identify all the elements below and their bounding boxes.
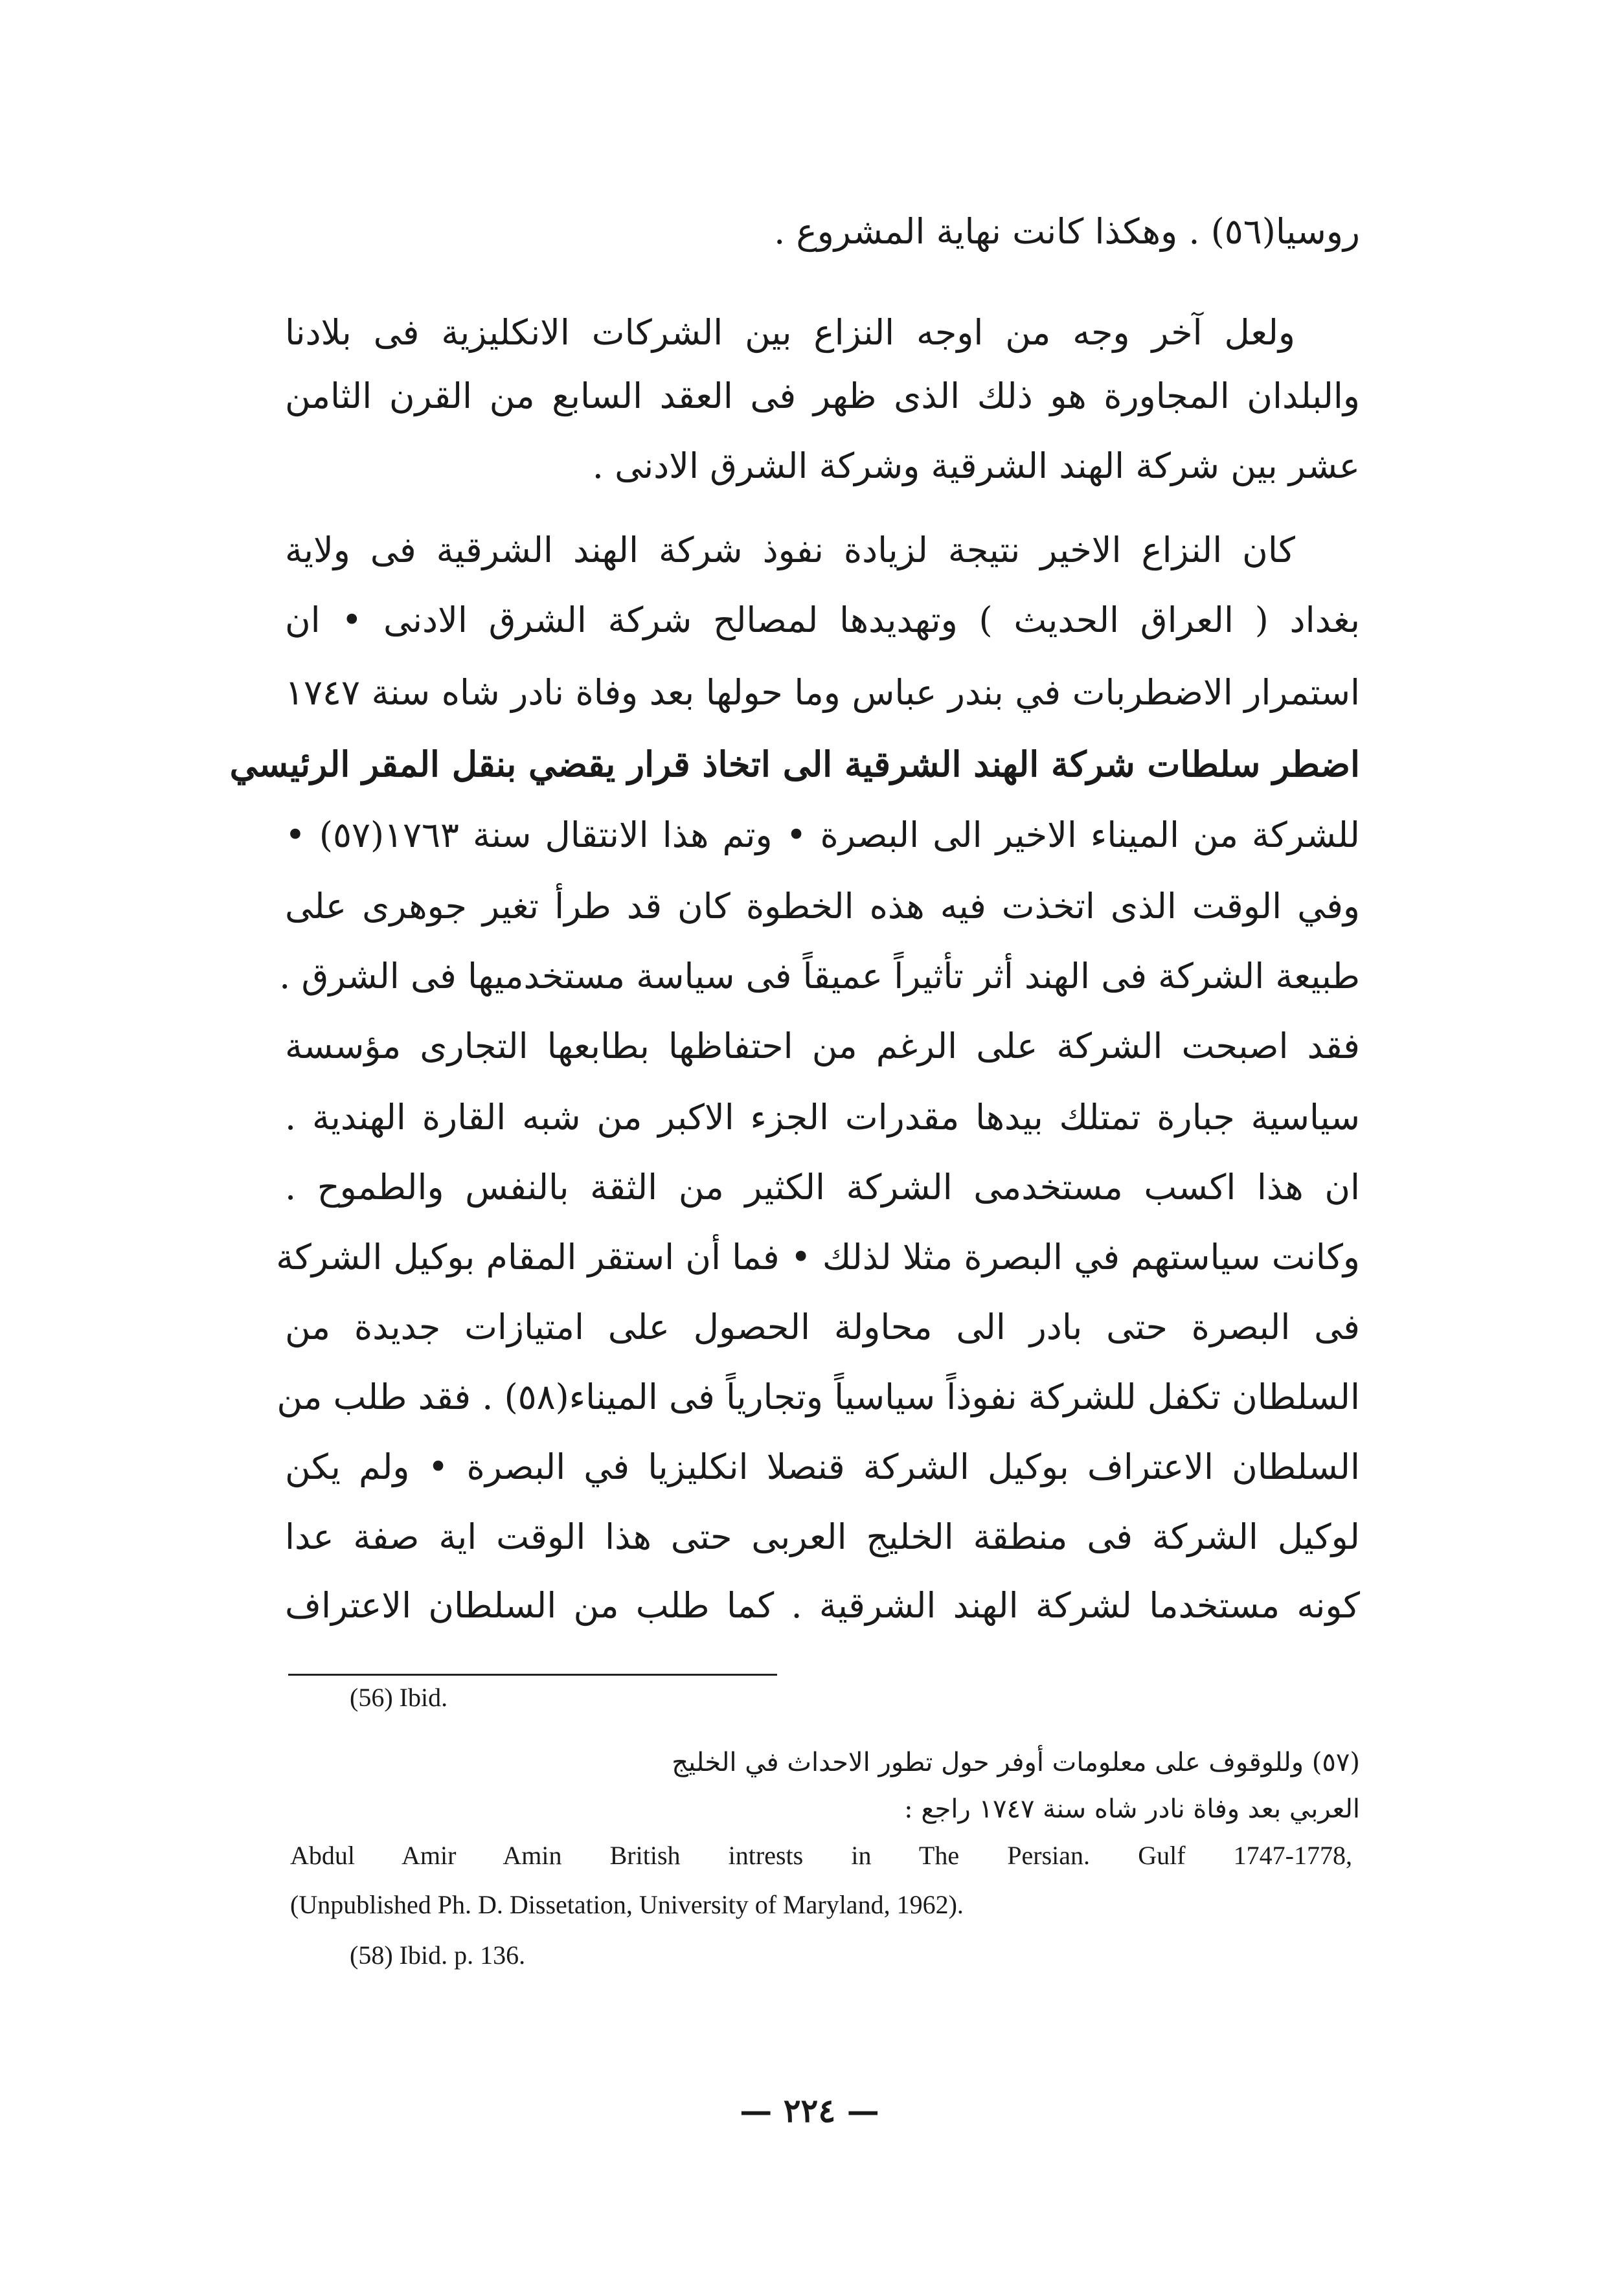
body-line-14: ان هذا اكسب مستخدمى الشركة الكثير من الثقة بالنفس والطموح . [285, 1167, 1360, 1208]
body-line-16: فى البصرة حتى بادر الى محاولة الحصول على امتيازات جديدة من [285, 1307, 1360, 1347]
body-line-13: سياسية جبارة تمتلك بيدها مقدرات الجزء الاكبر من شبه القارة الهندية . [285, 1097, 1360, 1138]
body-line-10: وفي الوقت الذى اتخذت فيه هذه الخطوة كان قد طرأ تغير جوهرى على [285, 886, 1360, 927]
body-line-15: وكانت سياستهم في البصرة مثلا لذلك • فما أن استقر المقام بوكيل الشركة [276, 1237, 1360, 1277]
body-line-11: طبيعة الشركة فى الهند أثر تأثيراً عميقاً فى سياسة مستخدميها فى الشرق . [279, 956, 1360, 996]
footnote-separator [288, 1674, 777, 1676]
body-line-6: بغداد ( العراق الحديث ) وتهديدها لمصالح شركة الشرق الادنى • ان [285, 600, 1360, 640]
body-line-4: عشر بين شركة الهند الشرقية وشركة الشرق الادنى . [592, 445, 1360, 486]
footnote-56: (56) Ibid. [350, 1683, 448, 1712]
body-line-5: كان النزاع الاخير نتيجة لزيادة نفوذ شركة الهند الشرقية فى ولاية [285, 530, 1295, 570]
body-line-1: روسيا(٥٦) . وهكذا كانت نهاية المشروع . [774, 211, 1360, 252]
page-number: — ٢٢٤ — [740, 2091, 879, 2130]
body-line-8: اضطر سلطات شركة الهند الشرقية الى اتخاذ قرار يقضي بنقل المقر الرئيسي [229, 743, 1360, 785]
footnote-58: (58) Ibid. p. 136. [350, 1941, 526, 1970]
body-line-20: كونه مستخدما لشركة الهند الشرقية . كما طلب من السلطان الاعتراف [285, 1585, 1360, 1626]
body-line-19: لوكيل الشركة فى منطقة الخليج العربى حتى هذا الوقت اية صفة عدا [285, 1516, 1360, 1557]
footnote-57-arabic-line-1: (٥٧) وللوقوف على معلومات أوفر حول تطور الاحداث في الخليج [672, 1748, 1360, 1777]
body-line-7: استمرار الاضطربات في بندر عباس وما حولها بعد وفاة نادر شاه سنة ١٧٤٧ [285, 672, 1360, 713]
body-line-17: السلطان تكفل للشركة نفوذاً سياسياً وتجارياً فى الميناء(٥٨) . فقد طلب من [277, 1377, 1360, 1417]
body-line-3: والبلدان المجاورة هو ذلك الذى ظهر فى العقد السابع من القرن الثامن [285, 376, 1360, 416]
footnote-57-citation-line-2: (Unpublished Ph. D. Dissetation, University of Maryland, 1962). [290, 1890, 964, 1919]
body-line-12: فقد اصبحت الشركة على الرغم من احتفاظها بطابعها التجارى مؤسسة [285, 1026, 1360, 1066]
body-line-18: السلطان الاعتراف بوكيل الشركة قنصلا انكليزيا في البصرة • ولم يكن [285, 1446, 1360, 1487]
body-line-9: للشركة من الميناء الاخير الى البصرة • وتم هذا الانتقال سنة ١٧٦٣(٥٧) • [285, 815, 1360, 855]
footnote-57-citation-line-1: Abdul Amir Amin British intrests in The Persian. Gulf 1747-1778, [290, 1841, 1352, 1870]
footnote-57-arabic-line-2: العربي بعد وفاة نادر شاه سنة ١٧٤٧ راجع : [904, 1794, 1360, 1824]
body-line-2: ولعل آخر وجه من اوجه النزاع بين الشركات الانكليزية فى بلادنا [285, 312, 1295, 353]
